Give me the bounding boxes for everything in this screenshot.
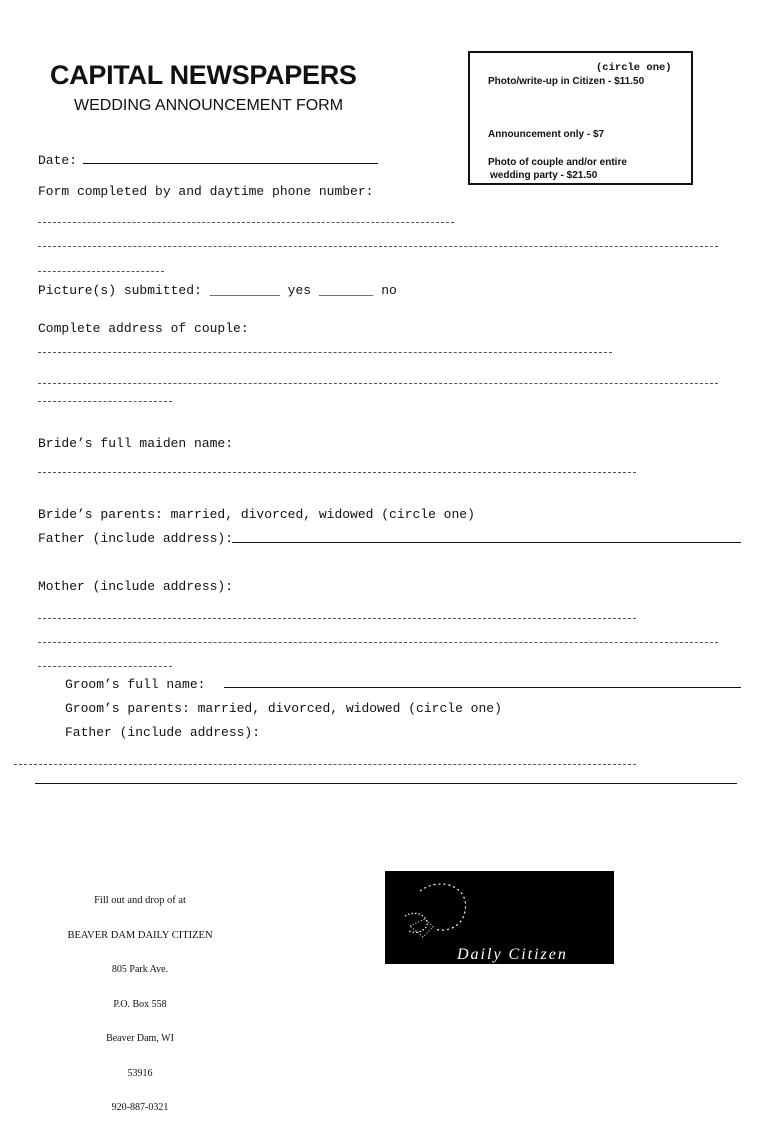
bride-mother-field-3[interactable] bbox=[38, 666, 172, 667]
pricing-box bbox=[468, 51, 693, 185]
address-couple-field[interactable] bbox=[38, 352, 612, 353]
groom-father-field[interactable] bbox=[14, 764, 636, 765]
bride-mother-label: Mother (include address): bbox=[38, 579, 234, 594]
address-couple-label: Complete address of couple: bbox=[38, 321, 249, 336]
completed-by-field-2[interactable] bbox=[38, 246, 718, 247]
pricing-option-announcement-only[interactable]: Announcement only - $7 bbox=[488, 129, 605, 140]
bride-mother-field-2[interactable] bbox=[38, 642, 718, 643]
groom-father-label: Father (include address): bbox=[65, 725, 261, 740]
drop-off-line: Fill out and drop of at bbox=[94, 895, 186, 906]
form-subtitle: WEDDING ANNOUNCEMENT FORM bbox=[74, 97, 344, 114]
drop-off-info bbox=[45, 872, 235, 1125]
date-field[interactable] bbox=[83, 163, 378, 164]
page-title: CAPITAL NEWSPAPERS bbox=[50, 60, 357, 90]
completed-by-field[interactable] bbox=[38, 222, 454, 223]
groom-father-field-2[interactable] bbox=[35, 783, 737, 784]
street-address: 805 Park Ave. bbox=[111, 964, 169, 975]
address-couple-field-3[interactable] bbox=[38, 401, 172, 402]
phone-number: 920-887-0321 bbox=[111, 1102, 169, 1113]
pricing-option-photo-writeup[interactable]: Photo/write-up in Citizen - $11.50 bbox=[488, 76, 645, 87]
groom-parents-label[interactable]: Groom’s parents: married, divorced, widowed (circle one) bbox=[65, 701, 502, 716]
bride-father-label: Father (include address): bbox=[38, 531, 234, 546]
logo-graphic bbox=[385, 871, 614, 964]
bride-name-field[interactable] bbox=[38, 472, 636, 473]
groom-name-field[interactable] bbox=[224, 687, 741, 688]
completed-by-label: Form completed by and daytime phone number: bbox=[38, 184, 374, 199]
logo-text: Daily Citizen bbox=[457, 946, 568, 963]
bride-name-label: Bride’s full maiden name: bbox=[38, 436, 234, 451]
completed-by-field-3[interactable] bbox=[38, 271, 164, 272]
po-box: P.O. Box 558 bbox=[113, 998, 167, 1010]
pricing-option-photo-couple[interactable]: Photo of couple and/or entire bbox=[488, 157, 627, 168]
pricing-option-photo-couple-cont: wedding party - $21.50 bbox=[490, 170, 598, 181]
city-state: Beaver Dam, WI bbox=[106, 1033, 174, 1044]
picture-submitted-label[interactable]: Picture(s) submitted: _________ yes _______ no bbox=[38, 283, 397, 298]
bride-parents-label[interactable]: Bride’s parents: married, divorced, widowed (circle one) bbox=[38, 507, 475, 522]
date-label: Date: bbox=[38, 153, 78, 168]
circle-one-instruction: (circle one) bbox=[596, 62, 672, 74]
bride-father-field[interactable] bbox=[232, 542, 741, 543]
address-couple-field-2[interactable] bbox=[38, 383, 718, 384]
zip-code: 53916 bbox=[127, 1067, 153, 1079]
groom-name-label: Groom’s full name: bbox=[65, 677, 206, 692]
newspaper-name: BEAVER DAM DAILY CITIZEN bbox=[67, 929, 213, 941]
daily-citizen-logo bbox=[385, 871, 614, 964]
bride-mother-field[interactable] bbox=[38, 618, 636, 619]
